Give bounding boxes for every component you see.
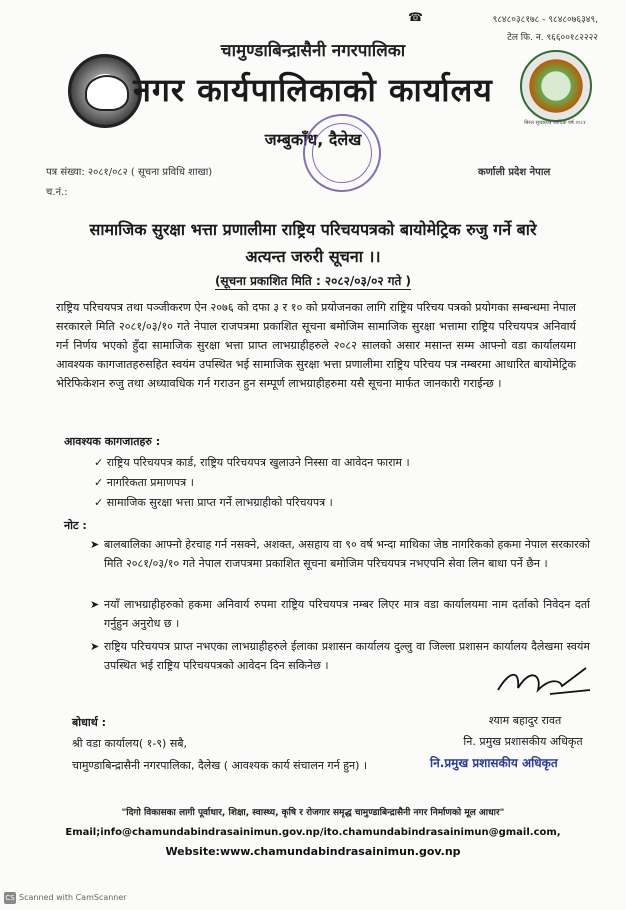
note-item: ➤ राष्ट्रिय परिचयपत्र प्राप्त नभएका लाभग्राहीहरुले ईलाका प्रशासन कार्यालय दुल्लु वा जिल्ला प्रशासन कार्यालय दैलेखमा स्वयंम उपस्थित भई राष्ट्रिय परिचयपत्रको आवेदन दिन सकिनेछ ।: [90, 640, 590, 672]
requirements-heading: आवश्यक कागजातहरु :: [64, 435, 161, 448]
footer-website: Website:www.chamundabindrasainimun.gov.np: [165, 845, 461, 858]
footer-email: Email;info@chamundabindrasainimun.gov.np/ito.chamundabindrasainimun@gmail.com,: [65, 827, 561, 838]
signer-name: श्याम बहादुर रावत: [488, 714, 562, 727]
phone-icon: ☎: [408, 10, 423, 24]
phone-numbers: ९८४८०३८१७८ - ९८४८०७६३४९,: [492, 15, 598, 25]
notice-title: सामाजिक सुरक्षा भत्ता प्रणालीमा राष्ट्रिय परिचयपत्रको बायोमेट्रिक रुजु गर्ने बारे: [89, 220, 537, 239]
cc-recipient: श्री वडा कार्यालय( १-९) सबै,: [72, 737, 188, 750]
note-item: ➤ बालबालिका आफ्नो हेरचाह गर्न नसक्ने, अशक्त, असहाय वा ९० वर्ष भन्दा माथिका जेष्ठ नागरिकको हकमा नेपाल सरकारको मिति २०८१/०३/१० गते नेपाल राजपत्रमा प्रकाशित सूचना बमोजिम परिचयपत्र नभएपनि सेवा लिन बाधा पर्ने छैन ।: [90, 538, 590, 570]
notice-body: राष्ट्रिय परिचयपत्र तथा पञ्जीकरण ऐन २०७६ को दफा ३ र १० को प्रयोजनका लागि राष्ट्रिय परिचय पत्रको प्रयोगका सम्बन्धमा नेपाल सरकारले मिति २०८१/०३/१० गते नेपाल राजपत्रमा प्रकाशित सूचना बमोजिम सामाजिक सुरक्षा भत्तामा राष्ट्रिय परिचयपत्र अनिवार्य गर्न निर्णय भएको हुँदा सामाजिक सुरक्षा भत्ता प्राप्त लाभग्राहीहरुले २०८२ सालको असार मसान्त सम्म आफ्नो वडा कार्यालयमा आवश्यक कागजातहरुसहित स्वयंम उपस्थित भई सामाजिक सुरक्षा भत्ता प्रणालीमा राष्ट्रिय परिचय पत्र नम्बरमा आधारित बायोमेट्रिक भेरिफिकेशन रुजु तथा अध्यावधिक गर्न गराउन हुन सम्पूर्ण लाभग्राहीहरुमा यसै सूचना मार्फत जानकारी गराईन्छ ।: [56, 301, 576, 390]
office-stamp-icon: [296, 107, 389, 200]
reference-number: पत्र संख्या: २०८१/०८२ ( सूचना प्रविधि शाखा): [46, 167, 213, 178]
requirement-item: ✓ नागरिकता प्रमाणपत्र ।: [94, 476, 194, 489]
publish-date: (सूचना प्रकाशित मिति : २०८२/०३/०२ गते ): [214, 274, 412, 288]
cc-heading: बोधार्थ :: [72, 716, 107, 729]
notice-subtitle: अत्यन्त जरुरी सूचना ।।: [245, 247, 381, 266]
signature-stamp: नि.प्रमुख प्रशासकीय अधिकृत: [430, 756, 558, 770]
logo-caption: बिरल सूचकपत्र आर्थिक वर्ष २०८१: [524, 120, 586, 126]
arrow-icon: ➤: [90, 538, 100, 551]
cc-recipient-detail: चामुण्डाबिन्द्रासैनी नगरपालिका, दैलेख ( आवश्यक कार्य संचालन गर्न हुन) ।: [72, 759, 368, 772]
scanner-watermark: CS Scanned with CamScanner: [5, 893, 127, 902]
province-name: कर्णाली प्रदेश नेपाल: [478, 167, 551, 178]
requirement-item: ✓ सामाजिक सुरक्षा भत्ता प्राप्त गर्ने लाभग्राहीको परिचयपत्र ।: [94, 496, 333, 509]
note-heading: नोट :: [64, 519, 87, 532]
camscanner-icon: CS: [5, 894, 15, 902]
dispatch-number: च.नं.:: [46, 187, 68, 198]
office-name: नगर कार्यपालिकाको कार्यालय: [133, 71, 493, 109]
footer-motto: "दिगो विकासका लागी पूर्वाधार, शिक्षा, स्वास्थ्य, कृषि र रोजगार समृद्ध चामुण्डाबिन्द्रासैनी नगर निर्माणको मूल आधार": [121, 808, 505, 818]
arrow-icon: ➤: [90, 598, 100, 611]
municipality-name: चामुण्डाबिन्द्रासैनी नगरपालिका: [220, 41, 406, 61]
arrow-icon: ➤: [90, 640, 100, 653]
office-location: जम्बुकाँध, दैलेख: [264, 130, 362, 149]
signature-icon: [490, 660, 600, 700]
note-item: ➤ नयाँ लाभग्राहीहरुको हकमा अनिवार्य रुपमा राष्ट्रिय परिचयपत्र नम्बर लिएर मात्र वडा कार्यालयमा नाम दर्ताको निवेदन दर्ता गर्नुहुन अनुरोध छ ।: [90, 598, 590, 630]
signer-title: नि. प्रमुख प्रशासकीय अधिकृत: [463, 735, 583, 748]
tel-fax: टेल फि. न. ९६६००१८२२२२: [507, 33, 598, 43]
requirement-item: ✓ राष्ट्रिय परिचयपत्र कार्ड, राष्ट्रिय परिचयपत्र खुलाउने निस्सा वा आवेदन फाराम ।: [94, 456, 410, 469]
